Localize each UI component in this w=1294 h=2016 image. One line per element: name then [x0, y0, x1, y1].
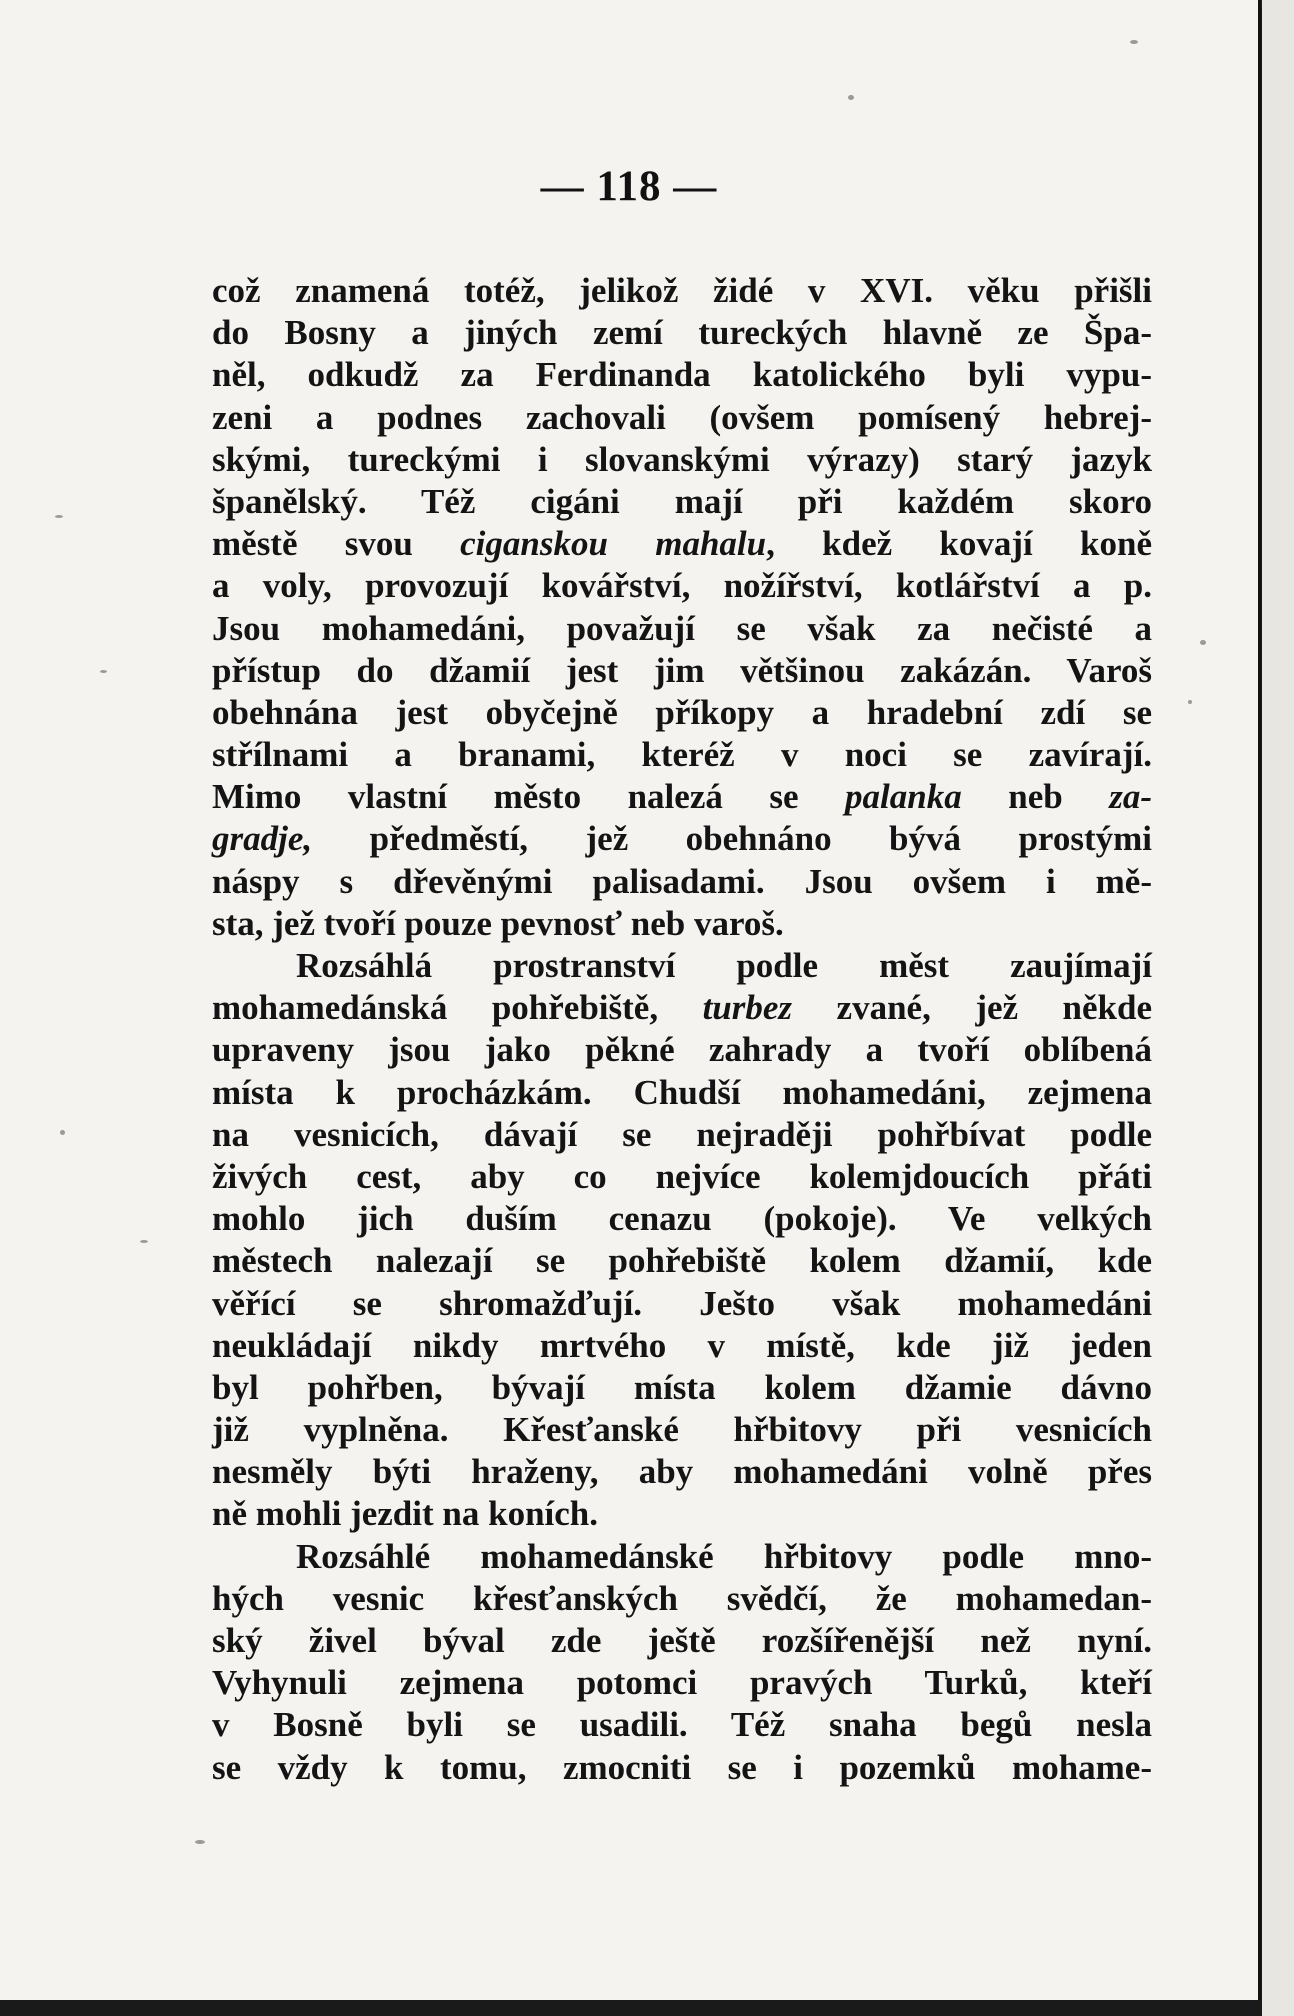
text-line [212, 1156, 1152, 1198]
scan-speck [1200, 640, 1206, 645]
text-run: zvané, jež někde [792, 988, 1153, 1028]
italic-term: za- [1109, 777, 1152, 817]
text-run: věřící se shromažďují. Ješto však mohamedáni [212, 1283, 1152, 1323]
page-number: — 118 — [540, 163, 718, 210]
text-run: , kdež kovají koně [766, 524, 1152, 564]
text-line [212, 1536, 1152, 1578]
text-run: živých cest, aby co nejvíce kolemjdoucích přáti [212, 1156, 1152, 1196]
text-run: což znamená totéž, jelikož židé v XVI. věku přišli [212, 271, 1152, 310]
text-line [212, 1114, 1152, 1156]
text-line [212, 565, 1152, 607]
text-run: střílnami a branami, kteréž v noci se zavírají. [212, 735, 1152, 775]
text-line [212, 608, 1152, 650]
text-run: ský živel býval zde ještě rozšířenější než nyní. [212, 1621, 1152, 1660]
scan-speck [848, 95, 854, 100]
text-run: místa k procházkám. Chudší mohamedáni, zejmena [212, 1072, 1152, 1112]
text-run: mohlo jich duším cenazu (pokoje). Ve velkých [212, 1199, 1152, 1239]
text-run: přístup do džamií jest jim většinou zakázán. Varoš [212, 650, 1152, 690]
text-run: něl, odkudž za Ferdinanda katolického byli vypu- [212, 355, 1152, 395]
text-line [212, 1747, 1152, 1789]
text-run: Vyhynuli zejmena potomci pravých Turků, kteří [212, 1663, 1152, 1703]
text-run: ně mohli jezdit na koních. [212, 1494, 599, 1534]
text-line [212, 650, 1152, 692]
text-run: náspy s dřevěnými palisadami. Jsou ovšem i mě- [212, 861, 1152, 901]
text-line [212, 1367, 1152, 1409]
text-run: se vždy k tomu, zmocniti se i pozemků mohame- [212, 1747, 1152, 1787]
text-run: Mimo vlastní město nalezá se [212, 777, 846, 817]
text-line [212, 1409, 1152, 1451]
text-line [212, 818, 1152, 860]
text-line [212, 987, 1152, 1029]
adjacent-page-strip [1262, 0, 1294, 2016]
text-run: hých vesnic křesťanských svědčí, že mohamedan- [212, 1578, 1152, 1618]
text-run: již vyplněna. Křesťanské hřbitovy při vesnicích [212, 1410, 1152, 1450]
text-line [212, 439, 1152, 481]
scan-speck [1188, 700, 1192, 704]
text-line [212, 481, 1152, 523]
text-line [212, 1662, 1152, 1704]
body-text [212, 270, 1152, 1789]
text-run: do Bosny a jiných zemí tureckých hlavně ze Špa- [212, 313, 1152, 353]
text-run: zeni a podnes zachovali (ovšem pomísený hebrej- [212, 397, 1152, 437]
italic-term: palanka [845, 777, 962, 817]
text-line [212, 1072, 1152, 1114]
text-run: mohamedánská pohřebiště, [212, 988, 703, 1028]
italic-term: ciganskou mahalu [460, 524, 767, 564]
text-line [212, 1325, 1152, 1367]
italic-term: turbez [702, 988, 793, 1028]
scan-speck [140, 1240, 148, 1243]
text-run: neb [961, 777, 1110, 817]
text-run: a voly, provozují kovářství, nožířství, kotlářství a p. [212, 566, 1152, 606]
text-line [212, 903, 1152, 945]
text-line [212, 1029, 1152, 1071]
italic-term: gradje, [212, 819, 313, 859]
text-run: nesměly býti hraženy, aby mohamedáni volně přes [212, 1452, 1152, 1492]
text-line [212, 523, 1152, 565]
scan-speck [1130, 40, 1138, 44]
text-run: sta, jež tvoří pouze pevnosť neb varoš. [212, 903, 784, 943]
text-run: městech nalezají se pohřebiště kolem džamií, kde [212, 1241, 1152, 1281]
text-run: upraveny jsou jako pěkné zahrady a tvoří oblíbená [212, 1030, 1152, 1070]
text-run: předměstí, jež obehnáno bývá prostými [312, 819, 1152, 859]
text-line [212, 397, 1152, 439]
text-run: obehnána jest obyčejně příkopy a hradební zdí se [212, 692, 1152, 732]
text-line [212, 1493, 1152, 1535]
text-run: na vesnicích, dávají se nejraději pohřbívat podle [212, 1114, 1152, 1154]
text-run: neukládají nikdy mrtvého v místě, kde již jeden [212, 1325, 1152, 1365]
text-line [212, 1620, 1152, 1662]
text-line [212, 1240, 1152, 1282]
text-run: španělský. Též cigáni mají při každém skoro [212, 481, 1152, 521]
text-run: skými, tureckými i slovanskými výrazy) starý jazyk [212, 439, 1152, 479]
text-line [212, 1198, 1152, 1240]
text-run: Rozsáhlá prostranství podle měst zaujímají [296, 946, 1152, 985]
text-run: byl pohřben, bývají místa kolem džamie dávno [212, 1367, 1152, 1407]
scan-speck [100, 670, 107, 673]
text-run: v Bosně byli se usadili. Též snaha begů nesla [212, 1705, 1152, 1745]
text-line [212, 354, 1152, 396]
text-line [212, 692, 1152, 734]
text-run: Jsou mohamedáni, považují se však za nečisté a [212, 608, 1152, 648]
text-line [212, 734, 1152, 776]
scan-speck [195, 1840, 205, 1844]
text-line [212, 1451, 1152, 1493]
scan-speck [55, 515, 63, 518]
text-line [212, 270, 1152, 312]
text-line [212, 1704, 1152, 1746]
scan-speck [60, 1130, 65, 1135]
text-run: Rozsáhlé mohamedánské hřbitovy podle mno- [296, 1536, 1152, 1576]
text-line [212, 1283, 1152, 1325]
text-line [212, 861, 1152, 903]
text-line [212, 776, 1152, 818]
text-line [212, 945, 1152, 987]
text-line [212, 312, 1152, 354]
text-run: městě svou [212, 524, 461, 564]
text-line [212, 1578, 1152, 1620]
